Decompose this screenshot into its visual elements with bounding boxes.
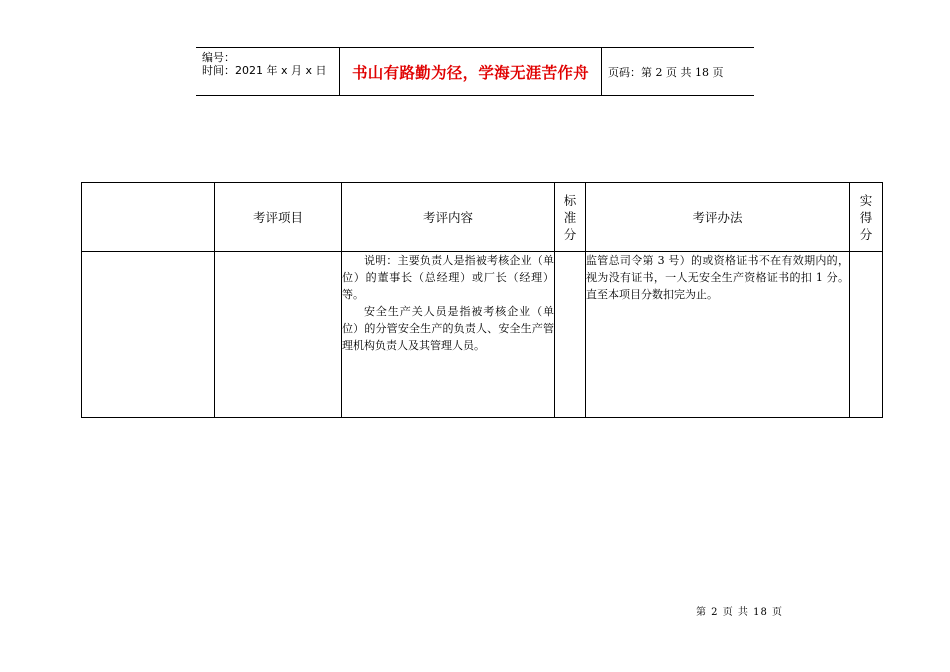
header-cell-item: 考评项目 [215,183,342,252]
header-page-code: 页码：第 2 页 共 18 页 [608,65,724,79]
header-cell-blank [82,183,215,252]
row-cell-content [342,252,555,418]
content-paragraph-1: 说明：主要负责人是指被考核企业（单位）的董事长（总经理）或厂长（经理）等。 [342,254,554,301]
row-cell-item [215,252,342,418]
code-label: 编号： [202,51,235,64]
header-cell-method: 考评办法 [586,183,850,252]
row-cell-standard-score [555,252,586,418]
header-meta [196,48,340,95]
content-paragraph-2: 安全生产关人员是指被考核企业（单位）的分管安全生产的负责人、安全生产管理机构负责人及其管理人员。 [342,305,554,352]
row-cell-blank [82,252,215,418]
header-motto: 书山有路勤为径，学海无涯苦作舟 [340,48,602,95]
row-cell-method: 监管总司令第 3 号）的或资格证书不在有效期内的，视为没有证书，一人无安全生产资格证书的扣 1 分。直至本项目分数扣完为止。 [586,252,850,418]
header-cell-actual-score: 实 得 分 [850,183,883,252]
page-header [196,47,754,96]
evaluation-table [81,182,883,418]
page-footer: 第 2 页 共 18 页 [696,607,783,618]
table-header-row [82,183,883,252]
time-label: 时间：2021 年 x 月 x 日 [202,64,327,77]
table-row [82,252,883,418]
header-cell-content: 考评内容 [342,183,555,252]
header-cell-standard-score: 标 准 分 [555,183,586,252]
row-cell-actual-score [850,252,883,418]
